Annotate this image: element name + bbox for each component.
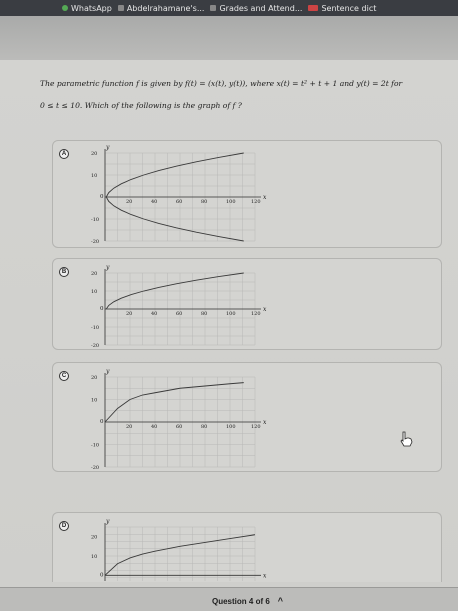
whatsapp-icon (62, 5, 68, 11)
sentence-dict-icon (308, 5, 318, 11)
x-tick-label: 100 (226, 199, 236, 205)
origin-label: 0 (100, 306, 104, 312)
bookmark-abdelrahamane[interactable] (118, 4, 205, 13)
bookmarks-bar (0, 0, 458, 16)
document-icon (118, 5, 124, 11)
x-tick-label: 80 (201, 199, 208, 205)
y-tick-label: -20 (91, 465, 100, 471)
graph-b (75, 261, 275, 349)
option-letter-c: C (59, 371, 69, 381)
y-tick-label: 20 (91, 375, 98, 381)
y-tick-label: 10 (91, 289, 98, 295)
x-tick-label: 20 (126, 311, 133, 317)
question-counter: Question 4 of 6 (212, 596, 270, 606)
graph-d (75, 515, 275, 581)
y-axis-label: y (106, 368, 110, 375)
x-axis-label: x (263, 572, 267, 580)
y-tick-label: -20 (91, 343, 100, 349)
option-letter-b: B (59, 267, 69, 277)
y-tick-label: -10 (91, 325, 100, 331)
x-tick-label: 40 (151, 424, 158, 430)
bookmark-label: Abdelrahamane's... (126, 3, 205, 13)
page-header-band (0, 16, 458, 64)
y-axis-label: y (106, 144, 110, 151)
bookmark-grades[interactable] (210, 4, 302, 13)
question-line-2: 0 ≤ t ≤ 10. Which of the following is the graph of f ? (40, 101, 242, 110)
origin-label: 0 (100, 572, 104, 579)
x-tick-label: 120 (251, 199, 261, 205)
answer-option-d[interactable] (52, 512, 442, 582)
x-tick-label: 20 (126, 424, 133, 430)
x-axis-label: x (263, 306, 267, 313)
x-tick-label: 60 (176, 424, 183, 430)
x-tick-label: 80 (201, 424, 208, 430)
y-tick-label: -20 (91, 239, 100, 245)
bookmark-whatsapp[interactable] (62, 4, 112, 13)
answer-option-b[interactable] (52, 258, 442, 350)
bookmark-label: Sentence dict (321, 3, 377, 13)
y-tick-label: 20 (91, 151, 98, 157)
y-tick-label: -10 (91, 442, 100, 449)
x-tick-label: 60 (176, 311, 183, 317)
x-tick-label: 80 (201, 311, 208, 317)
x-tick-label: 120 (251, 311, 261, 317)
series-line (105, 383, 244, 422)
graph-c (75, 365, 275, 471)
x-tick-label: 100 (226, 311, 236, 317)
y-tick-label: 10 (91, 173, 98, 179)
grades-icon (210, 5, 216, 11)
x-tick-label: 20 (126, 199, 133, 205)
x-tick-label: 40 (151, 199, 158, 205)
y-axis-label: y (106, 264, 110, 271)
origin-label: 0 (100, 194, 104, 200)
x-tick-label: 120 (251, 424, 261, 430)
bookmark-label: WhatsApp (71, 3, 112, 13)
y-tick-label: -10 (91, 217, 100, 223)
origin-label: 0 (100, 419, 104, 425)
option-letter-d: D (59, 521, 69, 531)
graph-a (75, 143, 275, 247)
x-tick-label: 100 (226, 424, 236, 430)
answer-option-a[interactable] (52, 140, 442, 248)
question-navigator[interactable] (212, 596, 283, 606)
bookmark-sentence-dict[interactable] (308, 4, 376, 13)
chevron-up-icon: ^ (277, 596, 284, 606)
x-tick-label: 60 (176, 199, 183, 205)
question-line-1: The parametric function f is given by f(t) = (x(t), y(t)), where x(t) = t² + t + 1 and y(t) = 2t for (40, 79, 403, 88)
y-tick-label: 20 (91, 534, 98, 541)
y-tick-label: 20 (91, 271, 98, 277)
question-footer (0, 587, 458, 611)
x-axis-label: x (263, 419, 267, 426)
question-stem (40, 73, 440, 117)
y-axis-label: y (106, 518, 110, 525)
option-letter-a: A (59, 149, 69, 159)
answer-option-c[interactable] (52, 362, 442, 472)
x-axis-label: x (263, 194, 267, 201)
y-tick-label: 10 (91, 554, 98, 560)
hand-cursor-icon (398, 430, 414, 448)
x-tick-label: 40 (151, 311, 158, 317)
y-tick-label: 10 (91, 397, 98, 404)
bookmark-label: Grades and Attend... (219, 3, 303, 13)
